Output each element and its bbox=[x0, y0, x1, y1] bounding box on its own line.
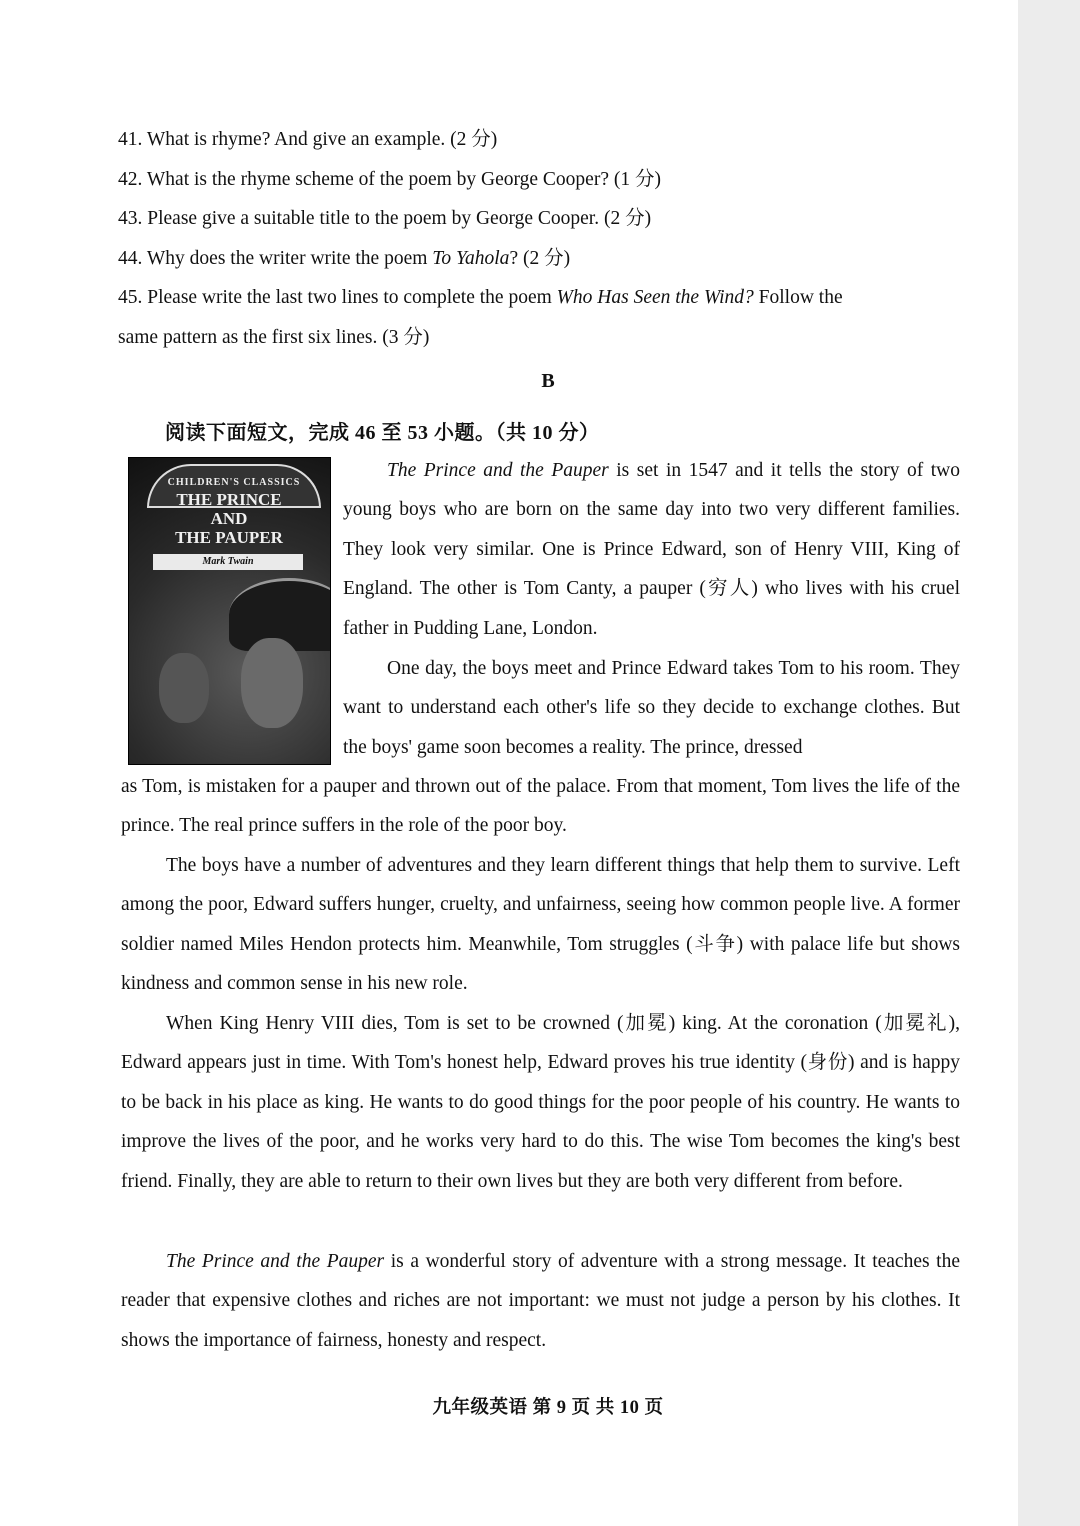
question-text: Why does the writer write the poem bbox=[146, 248, 428, 269]
question-41: 41. What is rhyme? And give an example. (2 分) bbox=[118, 129, 498, 150]
question-44: 44. Why does the writer write the poem To Yahola? (2 分) bbox=[118, 248, 571, 269]
cover-figure-face bbox=[159, 653, 209, 723]
section-label: B bbox=[541, 370, 555, 392]
page-margin bbox=[1018, 0, 1080, 1526]
cover-title-line: AND bbox=[210, 509, 248, 528]
question-45-line2: same pattern as the first six lines. (3 分) bbox=[118, 327, 430, 348]
paragraph-text: When King Henry VIII dies, Tom is set to be crowned (加冕) king. At the coronation (加冕礼), Edward appears just in time. With Tom's honest help, Edward proves his true identity (身份) and is happy to be back in his place as king. He wants to do good things for the poor people of his country. He wants to improve the lives of the poor, and he works very hard to do this. The wise Tom becomes the king's best friend. Finally, they are able to return to their own lives but they are both very different from before. bbox=[121, 1013, 960, 1192]
book-title: The Prince and the Pauper bbox=[166, 1251, 385, 1272]
passage-paragraph-4 bbox=[121, 1004, 960, 1201]
paragraph-text: is set in 1547 and it tells the story of two young boys who are born on the same day into two very different families. They look very similar. One is Prince Edward, son of Henry VIII, King of England. The other is Tom Canty, a pauper (穷人) who lives with his cruel father in Pudding Lane, London. bbox=[343, 460, 960, 639]
question-number: 43 bbox=[118, 208, 138, 229]
book-title: The Prince and the Pauper bbox=[387, 460, 609, 481]
passage-paragraph-2-start bbox=[343, 649, 960, 767]
paragraph-text: One day, the boys meet and Prince Edward takes Tom to his room. They want to understand each other's life so they decide to exchange clothes. But the boys' game soon becomes a reality. The prince, dressed bbox=[343, 658, 960, 758]
page-footer: 九年级英语 第 9 页 共 10 页 bbox=[432, 1398, 664, 1418]
question-42: 42. What is the rhyme scheme of the poem by George Cooper? (1 分) bbox=[118, 169, 661, 190]
section-instruction: 阅读下面短文，完成 46 至 53 小题。（共 10 分） bbox=[165, 422, 600, 444]
question-43: 43. Please give a suitable title to the poem by George Cooper. (2 分) bbox=[118, 208, 652, 229]
question-text: What is rhyme? And give an example. (2 分) bbox=[146, 129, 498, 150]
cover-series-banner: CHILDREN'S CLASSICS bbox=[147, 464, 321, 508]
cover-title-line: THE PRINCE bbox=[176, 490, 282, 509]
question-45: 45. Please write the last two lines to complete the poem Who Has Seen the Wind? Follow the bbox=[118, 287, 843, 308]
question-number: 42 bbox=[118, 169, 138, 190]
poem-title: Who Has Seen the Wind? bbox=[556, 287, 754, 308]
passage-paragraph-2-end: as Tom, is mistaken for a pauper and thrown out of the palace. From that moment, Tom lives the life of the prince. The real prince suffers in the role of the poor boy. bbox=[121, 776, 960, 837]
question-text: Please write the last two lines to complete the poem bbox=[147, 287, 552, 308]
passage-paragraph-1 bbox=[343, 451, 960, 648]
poem-title: To Yahola bbox=[432, 248, 510, 269]
question-text: What is the rhyme scheme of the poem by George Cooper? (1 分) bbox=[146, 169, 661, 190]
cover-author: Mark Twain bbox=[153, 554, 303, 570]
question-number: 45 bbox=[118, 287, 138, 308]
passage-paragraph-5 bbox=[121, 1242, 960, 1360]
question-text-end: ? (2 分) bbox=[509, 248, 571, 269]
book-cover-image bbox=[128, 457, 331, 765]
cover-figure-face bbox=[241, 638, 303, 728]
paragraph-text: The boys have a number of adventures and they learn different things that help them to survive. Left among the poor, Edward suffers hunger, cruelty, and unfairness, seeing how common people live. A former soldier named Miles Hendon protects him. Meanwhile, Tom struggles (斗争) with palace life but shows kindness and common sense in his new role. bbox=[121, 855, 960, 995]
question-text: Please give a suitable title to the poem by George Cooper. (2 分) bbox=[147, 208, 652, 229]
question-number: 41 bbox=[118, 129, 138, 150]
cover-title bbox=[159, 490, 299, 547]
paragraph-text: is a wonderful story of adventure with a strong message. It teaches the reader that expensive clothes and riches are not important: we must not judge a person by his clothes. It shows the importance of fairness, honesty and respect. bbox=[121, 1251, 960, 1351]
cover-title-line: THE PAUPER bbox=[175, 528, 283, 547]
question-text-end: Follow the bbox=[753, 287, 843, 308]
passage-paragraph-3 bbox=[121, 846, 960, 1004]
question-number: 44 bbox=[118, 248, 138, 269]
